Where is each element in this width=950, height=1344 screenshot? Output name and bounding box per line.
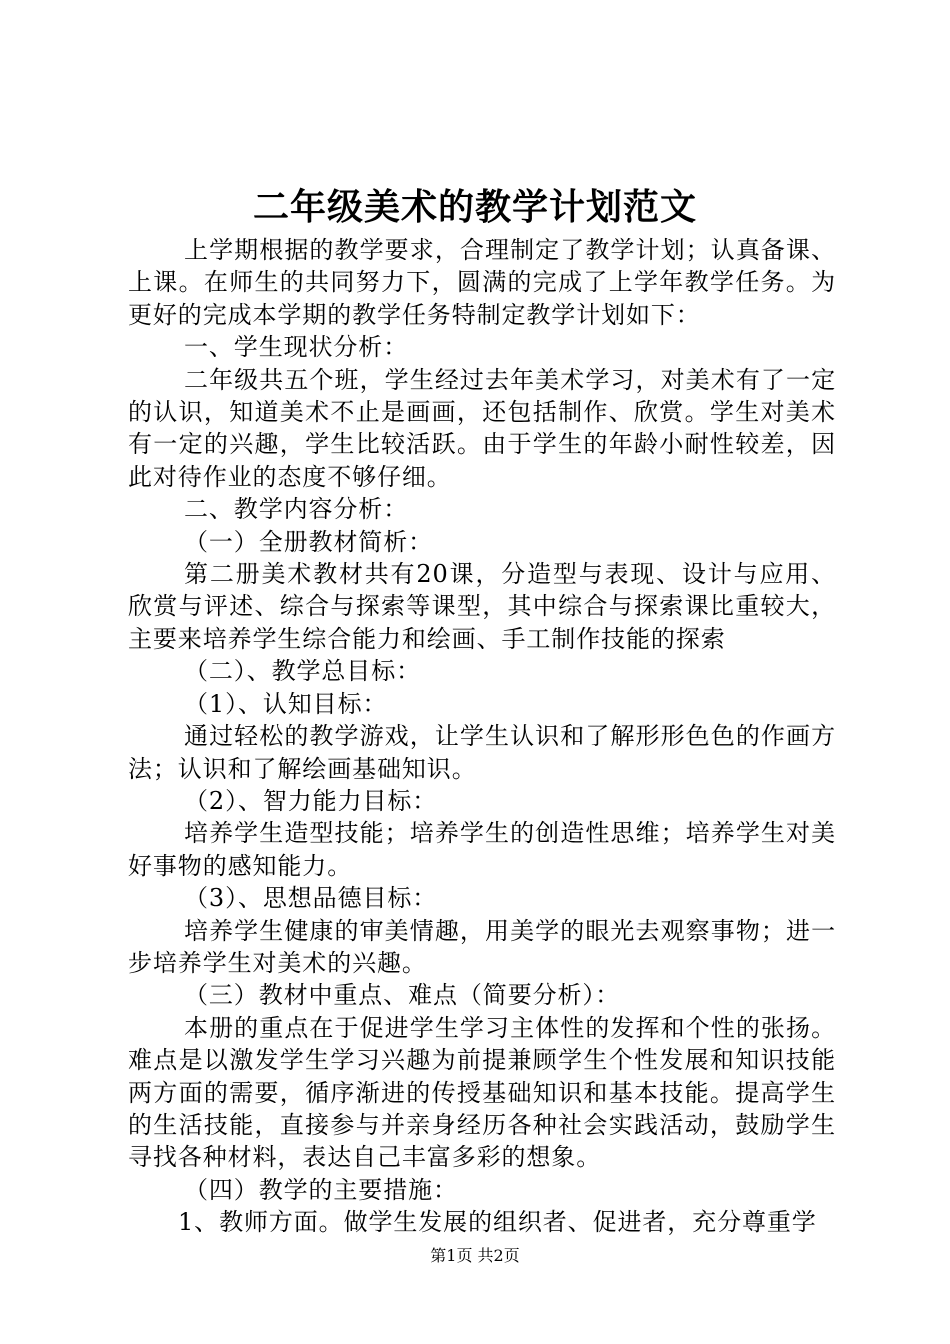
document-body [128,234,836,1239]
page-footer: 第1页 共2页 [430,1246,520,1265]
heading-key-points: （三）教材中重点、难点（简要分析）： [184,981,621,1010]
document-title: 二年级美术的教学计划范文 [252,186,697,228]
heading-cognitive-goals: （1）、认知目标： [184,689,388,718]
paragraph-student-analysis: 二年级共五个班，学生经过去年美术学习，对美术有了一定的认识，知道美术不止是画画，还包括制作、欣赏。学生对美术有一定的兴趣，学生比较活跃。由于学生的年龄小耐性较差，因此对待作业的态度不够仔细。 [128,365,836,491]
paragraph-intro: 上学期根据的教学要求，合理制定了教学计划；认真备课、上课。在师生的共同努力下，圆满的完成了上学年教学任务。为更好的完成本学期的教学任务特制定教学计划如下： [128,236,836,329]
paragraph-textbook-overview: 第二册美术教材共有20课，分造型与表现、设计与应用、欣赏与评述、综合与探索等课型，其中综合与探索课比重较大，主要来培养学生综合能力和绘画、手工制作技能的探索 [128,560,836,653]
paragraph-ability-goals: 培养学生造型技能；培养学生的创造性思维；培养学生对美好事物的感知能力。 [128,819,836,880]
paragraph-key-points: 本册的重点在于促进学生学习主体性的发挥和个性的张扬。难点是以激发学生学习兴趣为前提兼顾学生个性发展和知识技能两方面的需要，循序渐进的传授基础知识和基本技能。提高学生的生活技能，直接参与并亲身经历各种社会实践活动，鼓励学生寻找各种材料，表达自己丰富多彩的想象。 [128,1013,836,1172]
heading-ability-goals: （2）、智力能力目标： [184,786,438,815]
paragraph-teacher-measures: 1、教师方面。做学生发展的组织者、促进者，充分尊重学 [178,1208,817,1237]
heading-textbook-overview: （一）全册教材简析： [184,527,433,556]
heading-moral-goals: （3）、思想品德目标： [184,884,438,913]
heading-overall-goals: （二）、教学总目标： [184,657,421,686]
paragraph-cognitive-goals: 通过轻松的教学游戏，让学生认识和了解形形色色的作画方法；认识和了解绘画基础知识。 [128,722,836,783]
heading-student-analysis: 一、学生现状分析： [184,333,409,362]
heading-content-analysis: 二、教学内容分析： [184,495,409,524]
paragraph-moral-goals: 培养学生健康的审美情趣，用美学的眼光去观察事物；进一步培养学生对美术的兴趣。 [128,916,836,977]
heading-main-measures: （四）教学的主要措施： [184,1175,458,1204]
